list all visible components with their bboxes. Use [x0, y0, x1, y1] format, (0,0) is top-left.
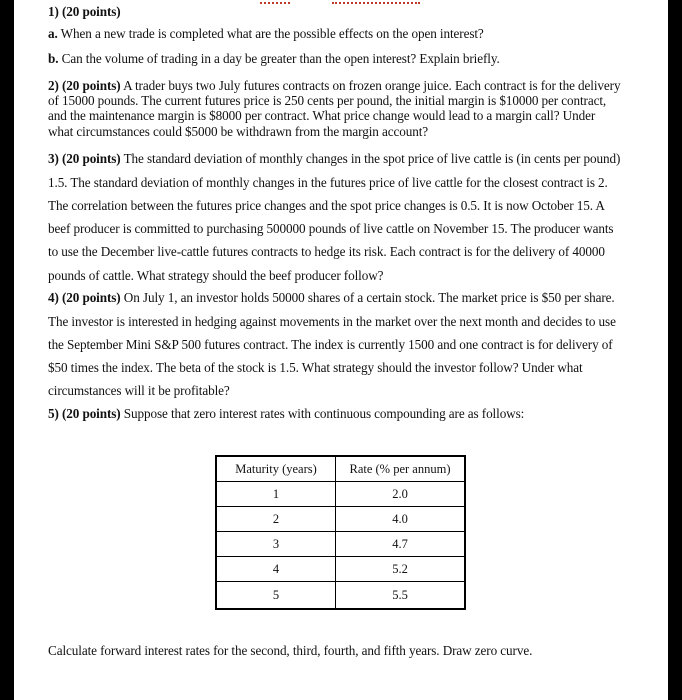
column-header-maturity: Maturity (years): [216, 456, 336, 482]
table-row: [216, 507, 465, 532]
maturity-cell: 1: [216, 482, 336, 507]
q2-line: 2) (20 points) A trader buys two July futures contracts on frozen orange juice. Each contract is for the delivery: [48, 78, 621, 93]
q4-line: The investor is interested in hedging against movements in the market over the next month and decides to use: [48, 314, 616, 329]
q2-line: of 15000 pounds. The current futures price is 250 cents per pound, the initial margin is $10000 per contract,: [48, 93, 607, 108]
table-row: [216, 557, 465, 582]
table-row: [216, 532, 465, 557]
q3-line: to use the December live-cattle futures contracts to hedge its risk. Each contract is for the delivery of 40000: [48, 244, 605, 259]
rate-cell: 2.0: [336, 482, 466, 507]
maturity-cell: 2: [216, 507, 336, 532]
q3-line: 1.5. The standard deviation of monthly changes in the futures price of live cattle for the closest contract is 2.: [48, 175, 608, 190]
rate-cell: 5.5: [336, 582, 466, 610]
q4-line: circumstances will it be profitable?: [48, 383, 230, 398]
q3-line: pounds of cattle. What strategy should the beef producer follow?: [48, 268, 384, 283]
q1-part-b: b. Can the volume of trading in a day be greater than the open interest? Explain briefly.: [48, 51, 500, 66]
column-header-rate: Rate (% per annum): [336, 456, 466, 482]
rate-cell: 4.0: [336, 507, 466, 532]
q3-line: The correlation between the futures price changes and the spot price changes is 0.5. It is now October 15. A: [48, 198, 605, 213]
q3-line: 3) (20 points) The standard deviation of monthly changes in the spot price of live cattle is (in cents per pound): [48, 151, 621, 166]
rate-cell: 4.7: [336, 532, 466, 557]
q4-line: the September Mini S&P 500 futures contract. The index is currently 1500 and one contract is for delivery of: [48, 337, 613, 352]
table-row: [216, 582, 465, 610]
q2-line: and the maintenance margin is $8000 per contract. What price change would lead to a margin call? Under: [48, 108, 596, 123]
maturity-cell: 4: [216, 557, 336, 582]
maturity-cell: 3: [216, 532, 336, 557]
rate-cell: 5.2: [336, 557, 466, 582]
q1-heading: 1) (20 points): [48, 4, 121, 19]
q5-intro: 5) (20 points) Suppose that zero interest rates with continuous compounding are as follows:: [48, 406, 525, 421]
q5-footer: Calculate forward interest rates for the second, third, fourth, and fifth years. Draw zero curve.: [48, 643, 533, 658]
q1-part-a: a. When a new trade is completed what are the possible effects on the open interest?: [48, 26, 484, 41]
q4-line: 4) (20 points) On July 1, an investor holds 50000 shares of a certain stock. The market price is $50 per share.: [48, 290, 615, 305]
q2-line: what circumstances could $5000 be withdrawn from the margin account?: [48, 124, 429, 139]
table-row: [216, 482, 465, 507]
table-header-row: [216, 456, 465, 482]
q3-line: beef producer is committed to purchasing 500000 pounds of live cattle on November 15. The producer wants: [48, 221, 614, 236]
maturity-cell: 5: [216, 582, 336, 610]
zero-rates-table: [215, 455, 466, 610]
q4-line: $50 times the index. The beta of the stock is 1.5. What strategy should the investor follow? Under what: [48, 360, 583, 375]
document-sheet: [14, 0, 668, 700]
